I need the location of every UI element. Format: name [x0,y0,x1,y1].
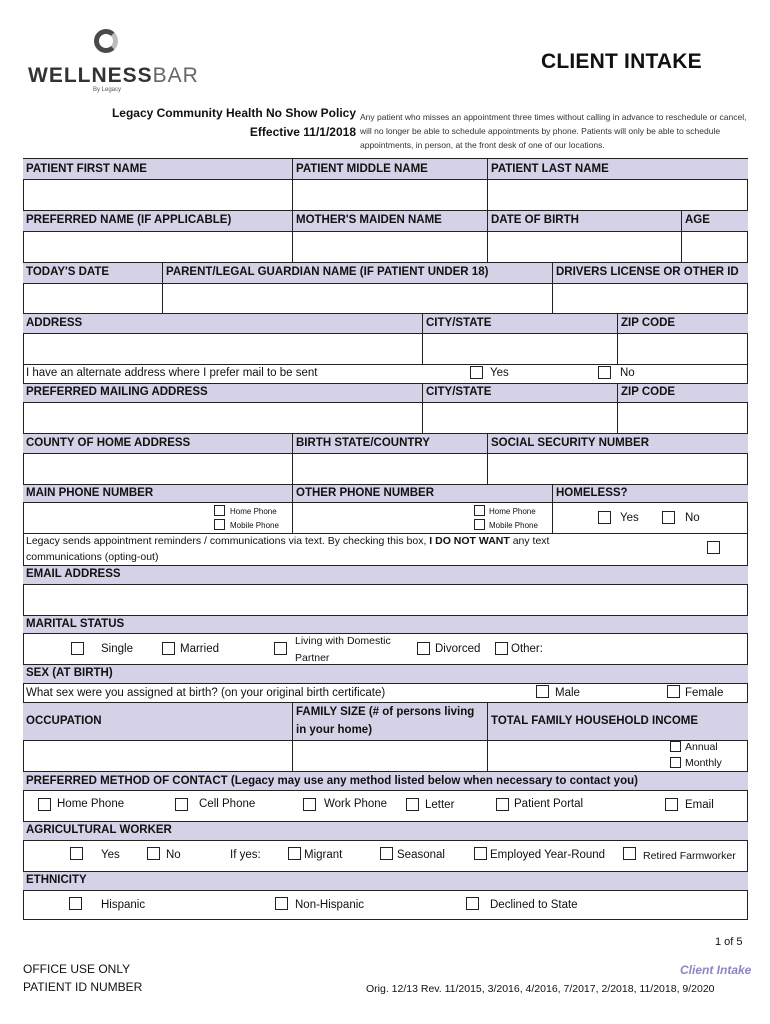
homeless-no-label: No [685,512,700,524]
label-mailing-address: PREFERRED MAILING ADDRESS [26,386,208,398]
optout-text-bold: I DO NOT WANT [429,535,510,547]
domestic-partner-label-2: Partner [295,652,330,664]
migrant-label: Migrant [304,849,343,861]
main-mobile-phone-label: Mobile Phone [230,521,279,530]
contact-portal-label: Patient Portal [514,798,584,810]
agri-yes-checkbox[interactable] [70,847,83,860]
migrant-checkbox[interactable] [288,847,301,860]
row-divider [23,364,748,365]
label-sex: SEX (AT BIRTH) [26,667,113,679]
homeless-no-checkbox[interactable] [662,511,675,524]
patient-id-label: PATIENT ID NUMBER [23,980,143,994]
label-zip: ZIP CODE [621,317,676,329]
label-license: DRIVERS LICENSE OR OTHER ID [556,266,739,278]
contact-letter-label: Letter [425,799,455,811]
row-header-ethnicity [23,871,748,891]
row-divider [23,702,748,703]
single-checkbox[interactable] [71,642,84,655]
male-label: Male [555,687,580,699]
optout-text-b: any text [509,535,550,547]
contact-work-phone-label: Work Phone [324,798,388,810]
city-state-field[interactable] [423,335,617,363]
text-optout-checkbox[interactable] [707,541,720,554]
maiden-name-field[interactable] [293,233,487,261]
contact-cell-phone-label: Cell Phone [199,798,256,810]
label-address: ADDRESS [26,317,83,329]
male-checkbox[interactable] [536,685,549,698]
label-homeless: HOMELESS? [556,487,628,499]
birth-state-field[interactable] [293,455,487,483]
contact-home-phone-checkbox[interactable] [38,798,51,811]
mailing-address-field[interactable] [24,404,422,432]
page-title: CLIENT INTAKE [541,50,702,73]
alt-address-question: I have an alternate address where I prefer mail to be sent [26,367,318,379]
row-header-sex [23,664,748,684]
alt-address-yes-label: Yes [490,367,509,379]
monthly-label: Monthly [685,757,722,769]
row-divider [23,533,748,534]
seasonal-label: Seasonal [397,849,445,861]
divorced-label: Divorced [435,643,481,655]
declined-checkbox[interactable] [466,897,479,910]
annual-label: Annual [685,741,718,753]
revision-text: Orig. 12/13 Rev. 11/2015, 3/2016, 4/2016, 7/2017, 2/2018, 11/2018, 9/2020 [366,983,715,995]
female-label: Female [685,687,724,699]
seasonal-checkbox[interactable] [380,847,393,860]
row-header-marital [23,615,748,634]
alt-address-no-checkbox[interactable] [598,366,611,379]
label-county: COUNTY OF HOME ADDRESS [26,437,191,449]
policy-text: Any patient who misses an appointment three times without calling in advance to reschedule or cancel, will no longer be able to schedule appointments by phone. Patients will only be able to schedule appointments, in person, at the front desk of one of our locations. [360,112,747,150]
guardian-field[interactable] [163,285,552,312]
page-number: 1 of 5 [715,936,743,948]
label-income: TOTAL FAMILY HOUSEHOLD INCOME [491,715,699,727]
age-field[interactable] [682,233,747,261]
label-other-phone: OTHER PHONE NUMBER [296,487,435,499]
income-field[interactable] [488,742,668,770]
other-marital-checkbox[interactable] [495,642,508,655]
logo-brand-main: WELLNESS [28,64,153,87]
other-marital-label: Other: [511,643,543,655]
alt-address-yes-checkbox[interactable] [470,366,483,379]
logo-brand-bar: BAR [152,64,199,87]
employed-label: Employed Year-Round [490,849,606,861]
label-preferred-name: PREFERRED NAME (IF APPLICABLE) [26,214,232,226]
declined-label: Declined to State [490,899,578,911]
contact-portal-checkbox[interactable] [496,798,509,811]
label-main-phone: MAIN PHONE NUMBER [26,487,154,499]
non-hispanic-checkbox[interactable] [275,897,288,910]
other-mobile-phone-checkbox[interactable] [474,519,485,530]
label-mailing-zip: ZIP CODE [621,386,676,398]
label-ssn: SOCIAL SECURITY NUMBER [491,437,650,449]
ssn-field[interactable] [488,455,747,483]
hispanic-checkbox[interactable] [69,897,82,910]
preferred-name-field[interactable] [24,233,292,261]
agri-yes-label: Yes [101,849,120,861]
contact-email-checkbox[interactable] [665,798,678,811]
divorced-checkbox[interactable] [417,642,430,655]
other-home-phone-label: Home Phone [489,507,536,516]
label-last-name: PATIENT LAST NAME [491,163,609,175]
policy-title: Legacy Community Health No Show Policy [111,106,356,120]
optout-text-a: Legacy sends appointment reminders / communications via text. By checking this box, [26,535,430,547]
policy-effective: Effective 11/1/2018 [249,125,356,139]
annual-checkbox[interactable] [670,741,681,752]
email-field[interactable] [24,586,747,614]
office-use-label: OFFICE USE ONLY [23,962,131,976]
other-mobile-phone-label: Mobile Phone [489,521,538,530]
non-hispanic-label: Non-Hispanic [295,899,365,911]
other-home-phone-checkbox[interactable] [474,505,485,516]
last-name-field[interactable] [488,181,747,209]
main-mobile-phone-checkbox[interactable] [214,519,225,530]
single-label: Single [101,643,133,655]
homeless-yes-checkbox[interactable] [598,511,611,524]
logo-wordmark [28,64,199,88]
doc-name: Client Intake [680,963,752,977]
contact-email-label: Email [685,799,714,811]
label-ethnicity: ETHNICITY [26,874,87,886]
hispanic-label: Hispanic [101,899,146,911]
zip-field[interactable] [618,335,747,363]
agri-no-label: No [166,849,181,861]
label-email: EMAIL ADDRESS [26,568,121,580]
license-field[interactable] [553,285,747,312]
other-phone-field[interactable] [293,504,473,532]
label-contact: PREFERRED METHOD OF CONTACT (Legacy may use any method listed below when necessary to contact you) [26,775,638,787]
if-yes-label: If yes: [230,849,261,861]
main-phone-field[interactable] [24,504,210,532]
alt-address-no-label: No [620,367,635,379]
employed-checkbox[interactable] [474,847,487,860]
mailing-zip-field[interactable] [618,404,747,432]
married-label: Married [180,643,219,655]
address-field[interactable] [24,335,422,363]
homeless-yes-label: Yes [620,512,639,524]
label-occupation: OCCUPATION [26,715,102,727]
monthly-checkbox[interactable] [670,757,681,768]
label-agri: AGRICULTURAL WORKER [26,824,172,836]
logo-ring-icon [94,29,118,53]
retired-checkbox[interactable] [623,847,636,860]
retired-label: Retired Farmworker [643,850,736,862]
main-home-phone-checkbox[interactable] [214,505,225,516]
contact-work-phone-checkbox[interactable] [303,798,316,811]
label-family-size-1: FAMILY SIZE (# of persons living [296,706,475,718]
label-birth-state: BIRTH STATE/COUNTRY [296,437,430,449]
todays-date-field[interactable] [24,285,162,312]
optout-text-line2: communications (opting-out) [26,551,159,563]
label-todays-date: TODAY'S DATE [26,266,110,278]
label-maiden-name: MOTHER'S MAIDEN NAME [296,214,442,226]
sex-question: What sex were you assigned at birth? (on your original birth certificate) [26,687,386,699]
domestic-partner-checkbox[interactable] [274,642,287,655]
label-family-size-2: in your home) [296,724,373,736]
family-size-field[interactable] [293,742,487,770]
dob-field[interactable] [488,233,681,261]
first-name-field[interactable] [24,181,292,209]
mailing-city-field[interactable] [423,404,617,432]
label-marital: MARITAL STATUS [26,618,125,630]
contact-cell-phone-checkbox[interactable] [175,798,188,811]
middle-name-field[interactable] [293,181,487,209]
label-guardian: PARENT/LEGAL GUARDIAN NAME (IF PATIENT UNDER 18) [166,266,489,278]
label-age: AGE [685,214,710,226]
occupation-field[interactable] [24,742,292,770]
row-header-email [23,565,748,585]
col-divider [552,484,553,533]
label-middle-name: PATIENT MIDDLE NAME [296,163,428,175]
main-home-phone-label: Home Phone [230,507,277,516]
label-city-state: CITY/STATE [426,317,492,329]
optout-text-line1 [26,535,549,547]
county-field[interactable] [24,455,292,483]
label-mailing-city: CITY/STATE [426,386,492,398]
label-dob: DATE OF BIRTH [491,214,579,226]
contact-home-phone-label: Home Phone [57,798,125,810]
label-first-name: PATIENT FIRST NAME [26,163,147,175]
logo-sub: By Legacy [93,87,122,93]
agri-no-checkbox[interactable] [147,847,160,860]
married-checkbox[interactable] [162,642,175,655]
female-checkbox[interactable] [667,685,680,698]
domestic-partner-label-1: Living with Domestic [295,635,391,647]
contact-letter-checkbox[interactable] [406,798,419,811]
